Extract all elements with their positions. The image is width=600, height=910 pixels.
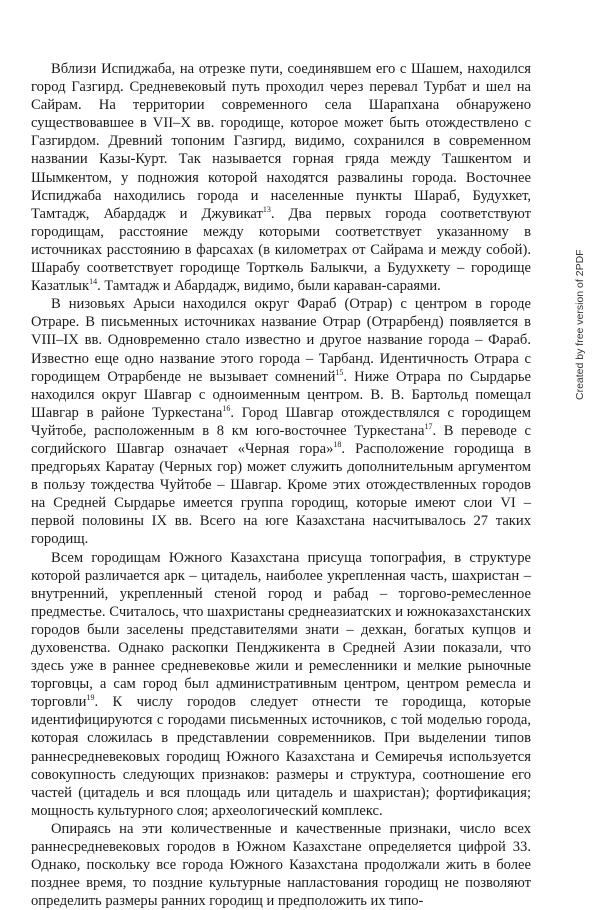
footnote-ref: 18 [333, 440, 342, 450]
text-run: Опираясь на эти количественные и качественные признаки, число всех раннесредневековых городов в Южном Казахстане определяется цифрой 33. Однако, поскольку все города Южного Казахстана продолжали жить в более позднее время, то поздние культурные напластования городищ не позволяют определить размеры ранних городищ и предположить их типо- [31, 820, 531, 910]
paragraph-2 [31, 295, 531, 548]
text-run: . Два первых города соответствуют городищам, расстояние между которыми соответствует указанному в источниках расстоянию в фарсахах (в километрах от Сайрама и между собой). Шарабу соответствует городище Торткөль Балыкчи, а Будухкету – городище Казатлык [31, 205, 531, 295]
footnote-ref: 15 [335, 367, 344, 377]
paragraph-1 [31, 60, 531, 295]
text-run: . В переводе с согдийского Шавгар означает «Черная гора» [31, 422, 532, 457]
pdf-watermark: Created by free version of 2PDF [574, 249, 586, 400]
footnote-ref: 16 [222, 403, 231, 413]
text-run: В низовьях Арыси находился округ Фараб (Отрар) с центром в городе Отраре. В письменных источниках название Отрар (Отрарбенд) появляется в VIII–IX вв. Одновременно стало известно и другое название города – Фараб. Известно еще одно название этого города – Тарбанд. Идентичность Отрара с городищем Отрарбенде не вызывает сомнений [31, 296, 531, 385]
text-run: . Ниже Отрара по Сырдарье находился округ Шавгар с одноименным центром. В. В. Бартольд помещал Шавгар в районе Туркестана [31, 368, 531, 421]
footnote-ref: 14 [89, 277, 98, 287]
text-run: . Тамтадж и Абардадж, видимо, были караван-сараями. [97, 278, 441, 295]
text-run: . Расположение городища в предгорьях Каратау (Черных гор) может служить дополнительным аргументом в пользу тождества Чуйтобе – Шавгар. Кроме этих отождествленных городов на Средней Сырдарье имеется группа городищ, которые имеют слои VI – первой половины IX вв. Всего на юге Казахстана насчитывалось 27 таких городищ. [31, 440, 531, 548]
paragraph-3 [31, 549, 531, 820]
text-run: Вблизи Испиджаба, на отрезке пути, соединявшем его с Шашем, находился город Газгирд. Средневековый путь проходил через перевал Турбат и шел на Сайрам. На территории современного села Шарапхана обнаружено существовавшее в VII–X вв. городище, которое может быть отождествлено с Газгирдом. Древний топоним Газгирд, видимо, сохранился в современном названии Казы-Курт. Так называется горная гряда между Ташкентом и Шымкентом, у подножия которой находятся развалины города. Восточнее Испиджаба находились города и населенные пункты Шараб, Будухкет, Тамтадж, Абардадж и Джувикат [31, 61, 531, 222]
document-page [31, 60, 531, 910]
text-run: Всем городищам Южного Казахстана присуща топография, в структуре которой различается арк – цитадель, наиболее укрепленная часть, шахристан – внутренний, укрепленный стеной город и рабад – торгово-ремесленное предместье. Считалось, что шахристаны среднеазиатских и южноказахстанских городов были заселены представителями знати – дехкан, богатых купцов и духовенства. Однако раскопки Пенджикента в Средней Азии показали, что здесь уже в раннее средневековье жили и ремесленники и мелкие рыночные торговцы, а сам город был административным центром, центром ремесла и торговли [31, 549, 531, 711]
footnote-ref: 17 [424, 422, 433, 432]
text-run: . К числу городов следует отнести те городища, которые идентифицируются с городами письменных источников, с той моделью города, которая сложилась в представлении современников. При выделении типов раннесредневековых городищ Южного Казахстана и Семиречья используется совокупность следующих признаков: размеры и структура, соотношение его частей (цитадель и вся площадь или цитадель и шахристан); фортификация; мощность культурного слоя; археологический комплекс. [31, 694, 531, 819]
footnote-ref: 13 [262, 204, 271, 214]
paragraph-4 [31, 820, 531, 910]
footnote-ref: 19 [86, 693, 95, 703]
text-run: . Город Шавгар отождествлялся с городищем Чуйтобе, расположенным в 8 км юго-восточнее Туркестана [31, 404, 531, 439]
